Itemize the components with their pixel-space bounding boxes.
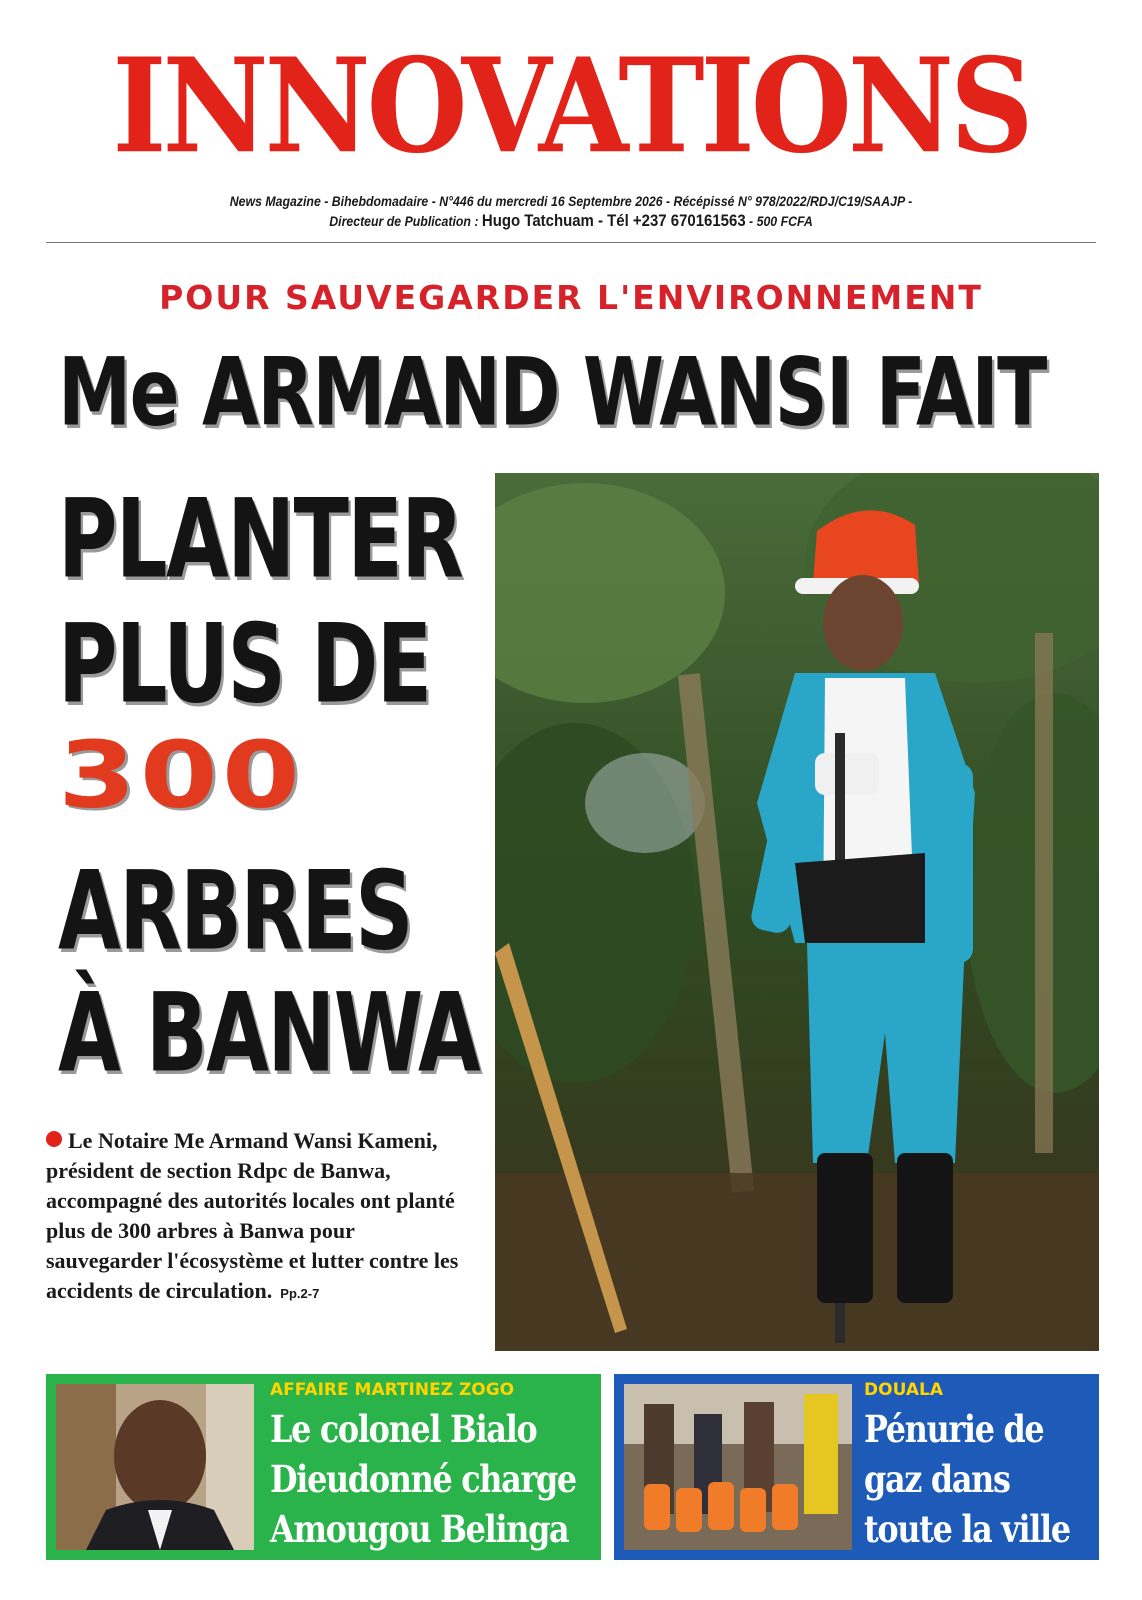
- teaser-douala[interactable]: [614, 1374, 1099, 1560]
- gas-queue-photo: [624, 1384, 852, 1550]
- teaser-title: [864, 1404, 1070, 1554]
- publication-info-line-1: News Magazine - Bihebdomadaire - N°446 du mercredi 16 Septembre 2026 - Récépissé N° 978/2022/RDJ/C19/SAAJP -: [229, 193, 913, 209]
- teaser-title-line: toute la ville: [864, 1507, 1070, 1551]
- headline-line-6: À BANWA: [58, 968, 480, 1097]
- price: - 500 FCFA: [745, 213, 813, 229]
- headline-line-3: PLUS DE: [58, 599, 431, 728]
- page-reference: Pp.2-7: [280, 1286, 320, 1301]
- cover-kicker: POUR SAUVEGARDER L'ENVIRONNEMENT: [159, 278, 983, 317]
- director-name-phone: Hugo Tatchuam - Tél +237 670161563: [481, 211, 746, 230]
- headline-number: 300: [58, 722, 304, 829]
- header-divider: [46, 242, 1096, 243]
- teaser-title-line: gaz dans: [864, 1457, 1010, 1501]
- cover-lead: [46, 1126, 470, 1309]
- teaser-title-line: Dieudonné charge: [270, 1457, 576, 1501]
- headline-line-1: Me ARMAND WANSI FAIT: [58, 338, 1046, 448]
- teaser-tag: DOUALA: [864, 1380, 943, 1400]
- teaser-title: [270, 1404, 576, 1554]
- teaser-title-line: Amougou Belinga: [270, 1507, 569, 1551]
- cover-photo: [495, 473, 1099, 1351]
- publication-info-line-2: [69, 211, 1074, 231]
- headline-line-5: ARBRES: [58, 846, 413, 975]
- portrait-photo: [56, 1384, 254, 1550]
- teaser-tag: AFFAIRE MARTINEZ ZOGO: [270, 1380, 515, 1400]
- masthead-title: INNOVATIONS: [112, 30, 1030, 183]
- director-label: Directeur de Publication :: [329, 213, 482, 229]
- headline-line-2: PLANTER: [58, 474, 463, 603]
- teaser-title-line: Le colonel Bialo: [270, 1407, 537, 1451]
- lead-text: Le Notaire Me Armand Wansi Kameni, président de section Rdpc de Banwa, accompagné des autorités locales ont planté plus de 300 arbres à Banwa pour sauvegarder l'écosystème et lutter contre les accidents de circulation.: [46, 1128, 459, 1303]
- bullet-dot-icon: [46, 1131, 62, 1147]
- teaser-title-line: Pénurie de: [864, 1407, 1044, 1451]
- teaser-martinez-zogo[interactable]: [46, 1374, 601, 1560]
